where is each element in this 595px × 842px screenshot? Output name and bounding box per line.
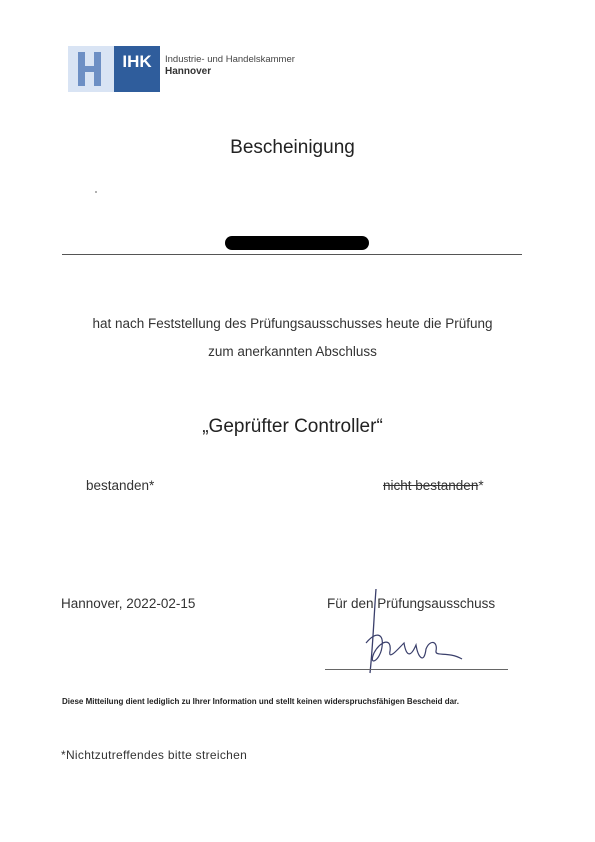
signature-line	[325, 669, 508, 670]
organization-city: Hannover	[165, 66, 212, 77]
committee-label: Für den Prüfungsausschuss	[327, 596, 496, 611]
failed-option-asterisk: *	[478, 478, 484, 493]
logo-text: IHK	[122, 52, 152, 71]
legal-notice: Diese Mitteilung dient lediglich zu Ihrer Information und stellt keinen widerspruchsfähigen Bescheid dar.	[62, 697, 459, 706]
body-text-line2: zum anerkannten Abschluss	[208, 344, 377, 359]
handwritten-signature	[340, 585, 480, 680]
degree-title: „Geprüfter Controller“	[202, 416, 383, 437]
footnote: *Nichtzutreffendes bitte streichen	[61, 748, 248, 762]
place-date: Hannover, 2022-02-15	[61, 596, 196, 611]
document-title: Bescheinigung	[230, 137, 355, 158]
ihk-logo	[68, 46, 160, 92]
redacted-name	[225, 236, 369, 250]
body-text-line1: hat nach Feststellung des Prüfungsausschusses heute die Prüfung	[92, 316, 493, 331]
scan-speck	[95, 191, 97, 193]
passed-option: bestanden*	[86, 478, 155, 493]
name-underline	[62, 254, 522, 255]
failed-option	[383, 478, 484, 493]
organization-name: Industrie- und Handelskammer	[165, 54, 295, 65]
failed-option-label: nicht bestanden	[383, 478, 479, 493]
